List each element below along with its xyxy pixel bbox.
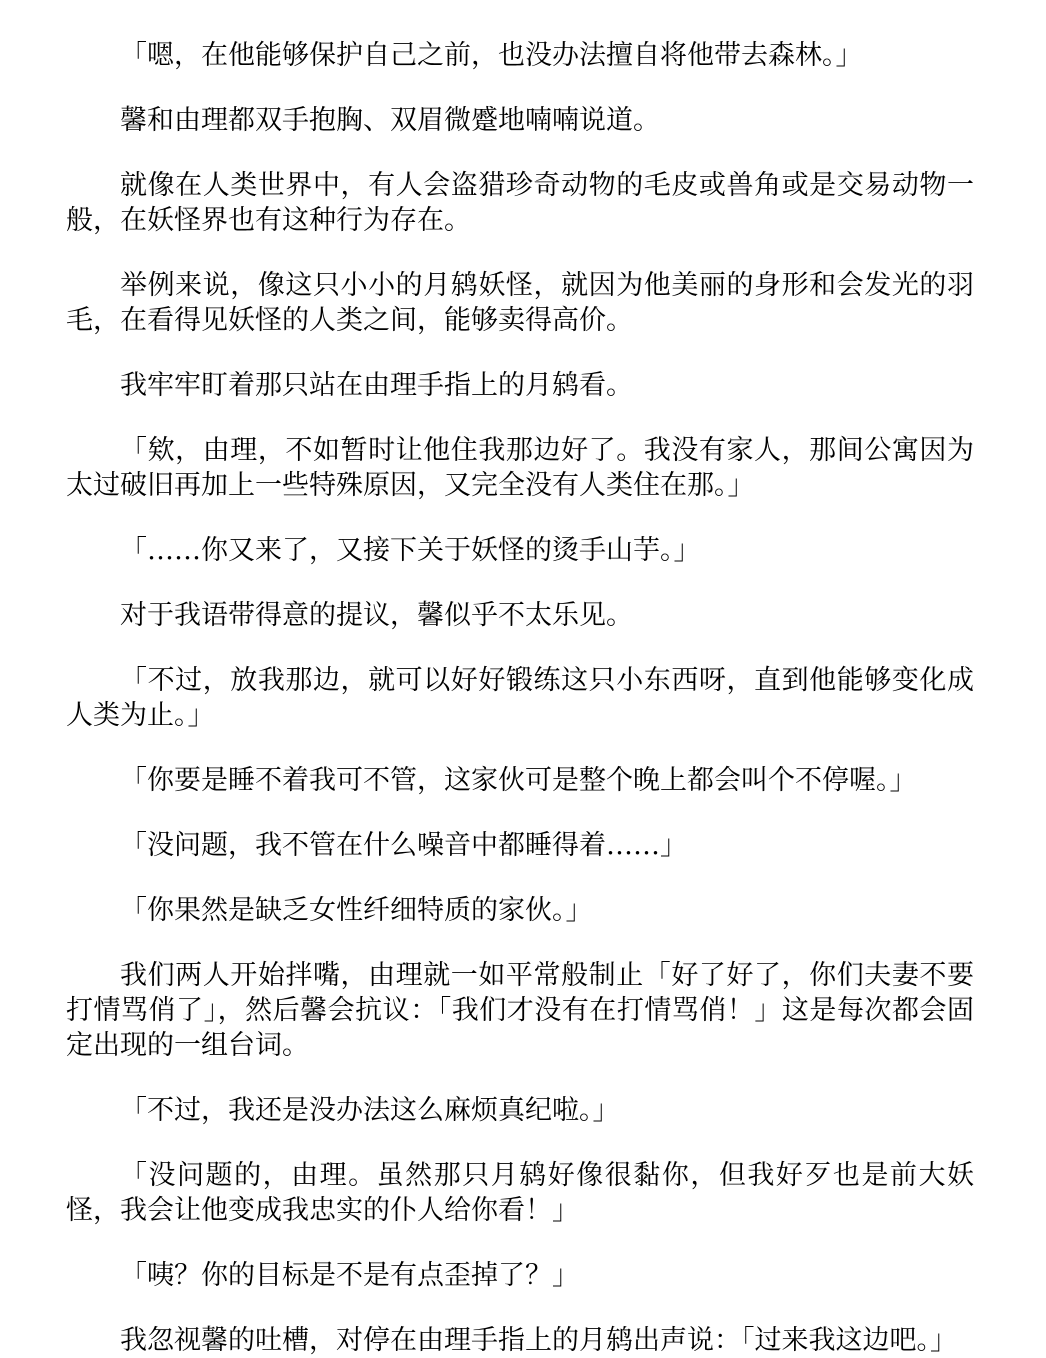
paragraph-11: 「没问题，我不管在什么噪音中都睡得着……」 [120, 830, 687, 861]
paragraph-6: 「欸，由理，不如暂时让他住我那边好了。我没有家人，那间公寓因为太过破旧再加上一些特殊原因，又完全没有人类住在那。」 [66, 435, 974, 501]
paragraph-17: 我忽视馨的吐槽，对停在由理手指上的月鸫出声说：「过来我这边吧。」 [120, 1325, 957, 1356]
paragraph-3: 就像在人类世界中，有人会盗猎珍奇动物的毛皮或兽角或是交易动物一般，在妖怪界也有这种行为存在。 [66, 170, 974, 236]
paragraph-15: 「没问题的，由理。虽然那只月鸫好像很黏你，但我好歹也是前大妖怪，我会让他变成我忠实的仆人给你看！」 [66, 1160, 974, 1226]
paragraph-10: 「你要是睡不着我可不管，这家伙可是整个晚上都会叫个不停喔。」 [120, 765, 917, 796]
paragraph-13: 我们两人开始拌嘴，由理就一如平常般制止「好了好了，你们夫妻不要打情骂俏了」，然后馨会抗议：「我们才没有在打情骂俏！」这是每次都会固定出现的一组台词。 [66, 960, 974, 1061]
paragraph-14: 「不过，我还是没办法这么麻烦真纪啦。」 [120, 1095, 620, 1126]
paragraph-4: 举例来说，像这只小小的月鸫妖怪，就因为他美丽的身形和会发光的羽毛，在看得见妖怪的人类之间，能够卖得高价。 [66, 270, 974, 336]
paragraph-16: 「咦？你的目标是不是有点歪掉了？」 [120, 1260, 579, 1291]
paragraph-5: 我牢牢盯着那只站在由理手指上的月鸫看。 [120, 370, 633, 401]
paragraph-9: 「不过，放我那边，就可以好好锻练这只小东西呀，直到他能够变化成人类为止。」 [66, 665, 974, 731]
paragraph-8: 对于我语带得意的提议，馨似乎不太乐见。 [120, 600, 633, 631]
document-page [66, 38, 974, 1358]
paragraph-2: 馨和由理都双手抱胸、双眉微蹙地喃喃说道。 [120, 105, 660, 136]
paragraph-1: 「嗯，在他能够保护自己之前，也没办法擅自将他带去森林。」 [120, 40, 863, 71]
paragraph-12: 「你果然是缺乏女性纤细特质的家伙。」 [120, 895, 593, 926]
paragraph-7: 「……你又来了，又接下关于妖怪的烫手山芋。」 [120, 535, 701, 566]
